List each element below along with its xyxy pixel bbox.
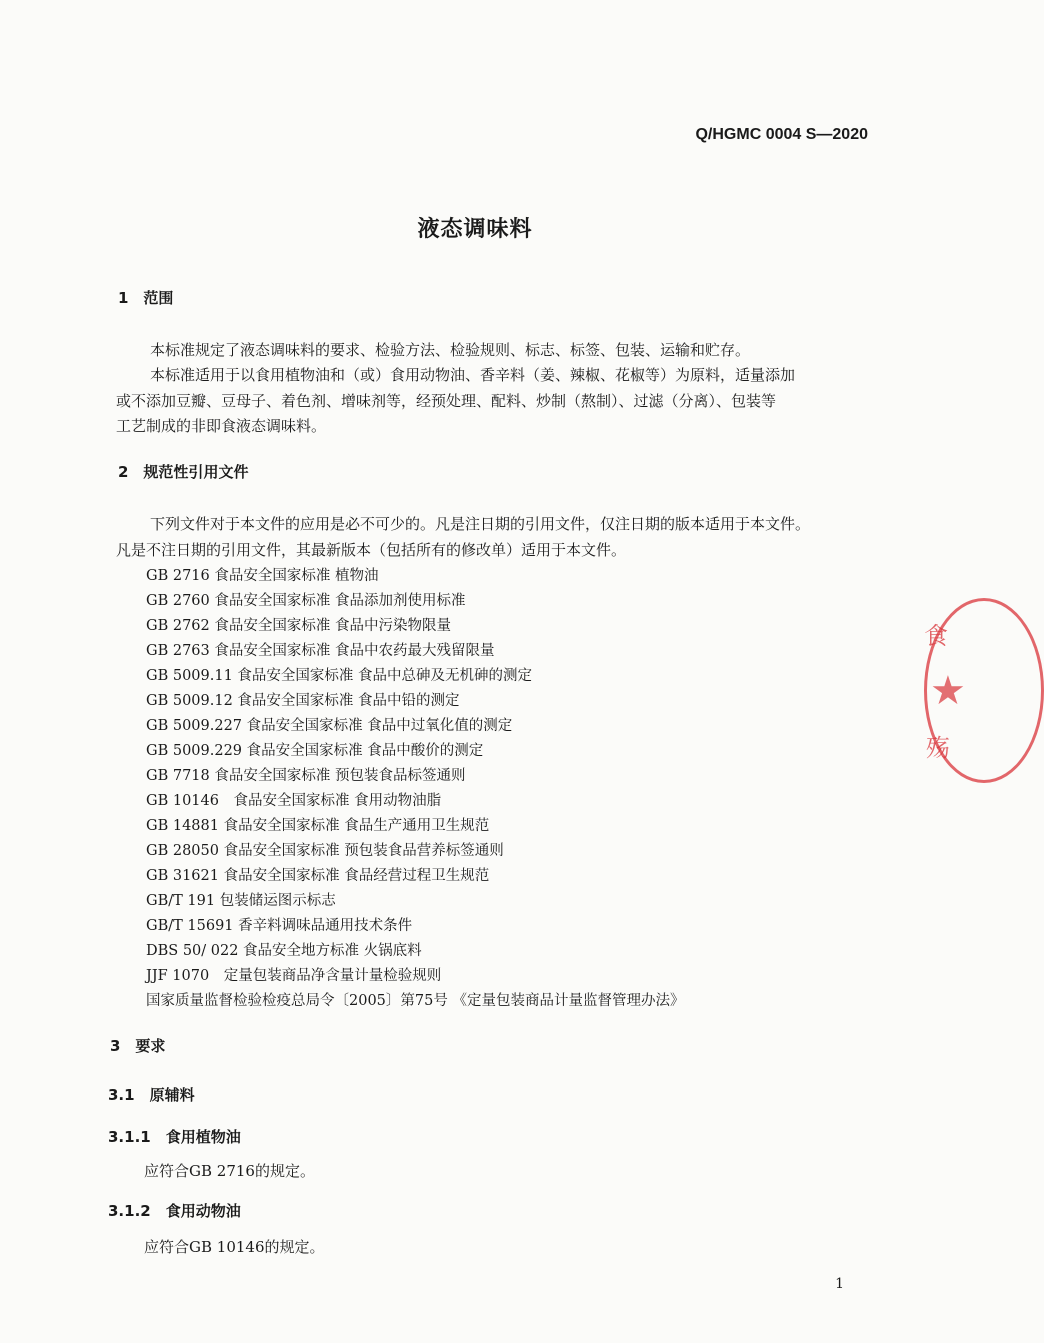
section-1-heading: 1 范围 [118, 289, 174, 307]
section-3-1-1-text: 应符合GB 2716的规定。 [144, 1162, 315, 1180]
page-number: 1 [835, 1276, 844, 1292]
section-1-para-1: 本标准规定了液态调味料的要求、检验方法、检验规则、标志、标签、包装、运输和贮存。 [150, 341, 751, 359]
reference-item: GB 2763 食品安全国家标准 食品中农药最大残留限量 [146, 643, 495, 659]
section-2-intro-line-2: 凡是不注日期的引用文件，其最新版本（包括所有的修改单）适用于本文件。 [116, 541, 627, 559]
section-3-1-heading: 3.1 原辅料 [108, 1086, 195, 1104]
reference-item: GB 2762 食品安全国家标准 食品中污染物限量 [146, 618, 451, 634]
section-3-1-1-heading: 3.1.1 食用植物油 [108, 1128, 241, 1146]
reference-item: GB 28050 食品安全国家标准 预包装食品营养标签通则 [146, 843, 504, 859]
reference-item: GB 2716 食品安全国家标准 植物油 [146, 568, 379, 584]
reference-item: GB/T 191 包装储运图示标志 [146, 893, 336, 909]
reference-item: GB 5009.227 食品安全国家标准 食品中过氧化值的测定 [146, 718, 513, 734]
reference-item: GB 5009.11 食品安全国家标准 食品中总砷及无机砷的测定 [146, 668, 533, 684]
section-2-intro-line-1: 下列文件对于本文件的应用是必不可少的。凡是注日期的引用文件，仅注日期的版本适用于本文件。 [150, 515, 811, 533]
section-1-para-2-line-1: 本标准适用于以食用植物油和（或）食用动物油、香辛料（姜、辣椒、花椒等）为原料，适量添加 [150, 366, 796, 384]
seal-char: 食 [924, 622, 948, 650]
reference-item: 国家质量监督检验检疫总局令〔2005〕第75号 《定量包装商品计量监督管理办法》 [146, 993, 685, 1009]
reference-item: GB 14881 食品安全国家标准 食品生产通用卫生规范 [146, 818, 490, 834]
section-1-para-2-line-2: 或不添加豆瓣、豆母子、着色剂、增味剂等，经预处理、配料、炒制（熬制）、过滤（分离）、包装等 [116, 392, 777, 410]
reference-item: GB 5009.12 食品安全国家标准 食品中铅的测定 [146, 693, 460, 709]
section-3-heading: 3 要求 [110, 1037, 166, 1055]
reference-item: GB 31621 食品安全国家标准 食品经营过程卫生规范 [146, 868, 490, 884]
reference-item: JJF 1070 定量包装商品净含量计量检验规则 [146, 968, 442, 984]
reference-item: GB 5009.229 食品安全国家标准 食品中酸价的测定 [146, 743, 484, 759]
section-1-para-2-line-3: 工艺制成的非即食液态调味料。 [116, 417, 327, 435]
seal-star-icon: ★ [930, 668, 966, 714]
document-code: Q/HGMC 0004 S—2020 [695, 126, 868, 143]
reference-item: GB 7718 食品安全国家标准 预包装食品标签通则 [146, 768, 466, 784]
official-seal [918, 598, 966, 783]
page-title: 液态调味料 [417, 217, 533, 242]
seal-char: 殇 [926, 734, 950, 762]
reference-item: DBS 50/ 022 食品安全地方标准 火锅底料 [146, 943, 422, 959]
section-3-1-2-text: 应符合GB 10146的规定。 [144, 1238, 325, 1256]
reference-item: GB 2760 食品安全国家标准 食品添加剂使用标准 [146, 593, 466, 609]
reference-item: GB 10146 食品安全国家标准 食用动物油脂 [146, 793, 442, 809]
reference-item: GB/T 15691 香辛料调味品通用技术条件 [146, 918, 413, 934]
section-3-1-2-heading: 3.1.2 食用动物油 [108, 1202, 241, 1220]
section-2-heading: 2 规范性引用文件 [118, 463, 249, 481]
